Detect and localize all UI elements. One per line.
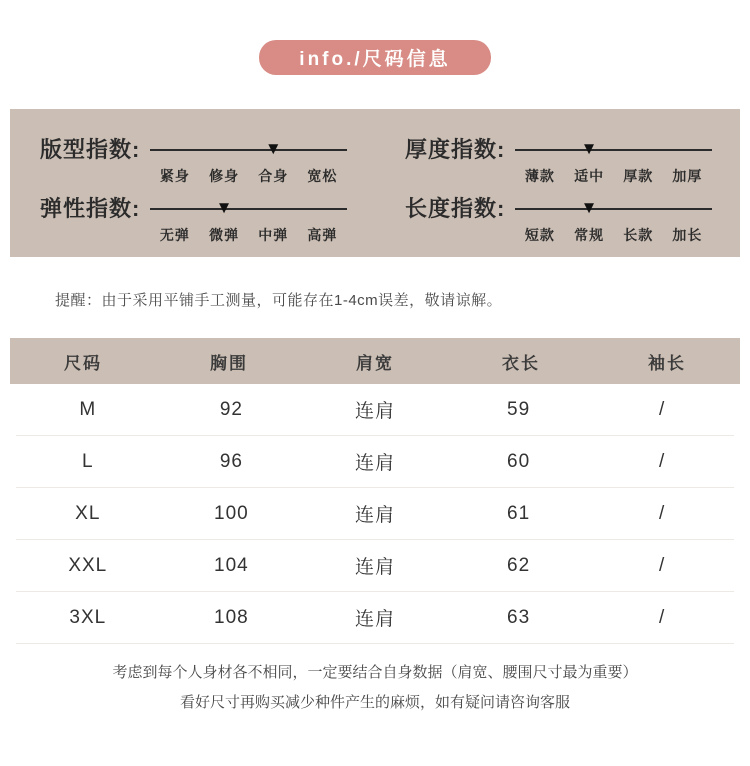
column-header-shoulder: 肩宽 [356,353,394,373]
indicator-thickness-label: 厚度指数: [405,137,506,162]
indicator-fit-scale [150,135,347,186]
cell-shoulder: 连肩 [354,453,395,474]
indicator-elasticity-line [150,198,347,217]
indicator-panel [10,109,740,257]
indicator-option: 中弹 [258,227,289,243]
measurement-disclaimer: 提醒：由于采用平铺手工测量，可能存在1-4cm误差，敬请谅解。 [55,292,503,309]
table-row [16,384,734,436]
cell-bust: 92 [219,398,243,420]
cell-shoulder: 连肩 [354,557,395,578]
cell-garment-length: 63 [507,606,531,628]
cell-size: XXL [68,554,108,576]
cell-sleeve-length: / [659,450,666,472]
indicator-option: 短款 [524,227,555,243]
table-row [16,540,734,592]
indicator-option: 宽松 [307,168,338,184]
indicator-option: 薄款 [524,168,555,184]
arrow-down-icon: ▼ [264,139,282,158]
column-header-garment-length: 衣长 [502,353,540,373]
table-row [16,488,734,540]
indicator-fit-options [150,166,347,186]
cell-garment-length: 62 [507,554,531,576]
cell-sleeve-length: / [659,398,666,420]
size-info-banner [259,40,491,75]
indicator-option: 无弹 [159,227,190,243]
cell-garment-length: 60 [507,450,531,472]
indicator-option: 修身 [209,168,240,184]
indicator-elasticity-scale [150,194,347,245]
footer-note-line1: 考虑到每个人身材各不相同，一定要结合自身数据（肩宽、腰围尺寸最为重要） [112,664,638,681]
cell-shoulder: 连肩 [354,401,395,422]
cell-sleeve-length: / [659,554,666,576]
indicator-thickness-scale [515,135,712,186]
cell-shoulder: 连肩 [354,609,395,630]
size-table [10,338,740,644]
indicator-option: 长款 [623,227,654,243]
indicator-option: 合身 [258,168,289,184]
footer-notes [0,658,750,718]
indicator-fit [10,135,375,186]
indicator-option: 微弹 [209,227,240,243]
indicator-option: 高弹 [307,227,338,243]
indicator-elasticity-options [150,225,347,245]
indicator-length-label: 长度指数: [405,196,506,221]
cell-bust: 104 [214,554,249,576]
cell-size: L [82,450,94,472]
indicator-length-options [515,225,712,245]
indicator-length-scale [515,194,712,245]
cell-sleeve-length: / [659,606,666,628]
indicator-fit-line [150,139,347,158]
column-header-sleeve-length: 袖长 [648,353,686,373]
cell-bust: 96 [219,450,243,472]
cell-size: XL [75,502,101,524]
column-header-size: 尺码 [64,353,102,373]
cell-size: M [79,398,97,420]
indicator-elasticity-label: 弹性指数: [40,196,141,221]
indicator-elasticity [10,194,375,245]
cell-bust: 108 [214,606,249,628]
indicator-thickness-options [515,166,712,186]
table-row [16,592,734,644]
column-header-bust: 胸围 [210,353,248,373]
arrow-down-icon: ▼ [580,139,598,158]
indicator-thickness-line [515,139,712,158]
arrow-down-icon: ▼ [580,198,598,217]
indicator-length-line [515,198,712,217]
arrow-down-icon: ▼ [215,198,233,217]
cell-bust: 100 [214,502,249,524]
indicator-fit-label: 版型指数: [40,137,141,162]
size-table-header [10,338,740,384]
indicator-option: 适中 [574,168,605,184]
cell-garment-length: 61 [507,502,531,524]
indicator-option: 加厚 [672,168,703,184]
indicator-length [375,194,740,245]
cell-shoulder: 连肩 [354,505,395,526]
indicator-option: 厚款 [623,168,654,184]
footer-note-line2: 看好尺寸再购买减少种件产生的麻烦，如有疑问请咨询客服 [179,694,570,711]
cell-size: 3XL [69,606,107,628]
indicator-option: 紧身 [159,168,190,184]
table-row [16,436,734,488]
cell-garment-length: 59 [507,398,531,420]
indicator-option: 常规 [574,227,605,243]
cell-sleeve-length: / [659,502,666,524]
indicator-thickness [375,135,740,186]
indicator-option: 加长 [672,227,703,243]
banner-title: info./尺码信息 [299,49,451,70]
